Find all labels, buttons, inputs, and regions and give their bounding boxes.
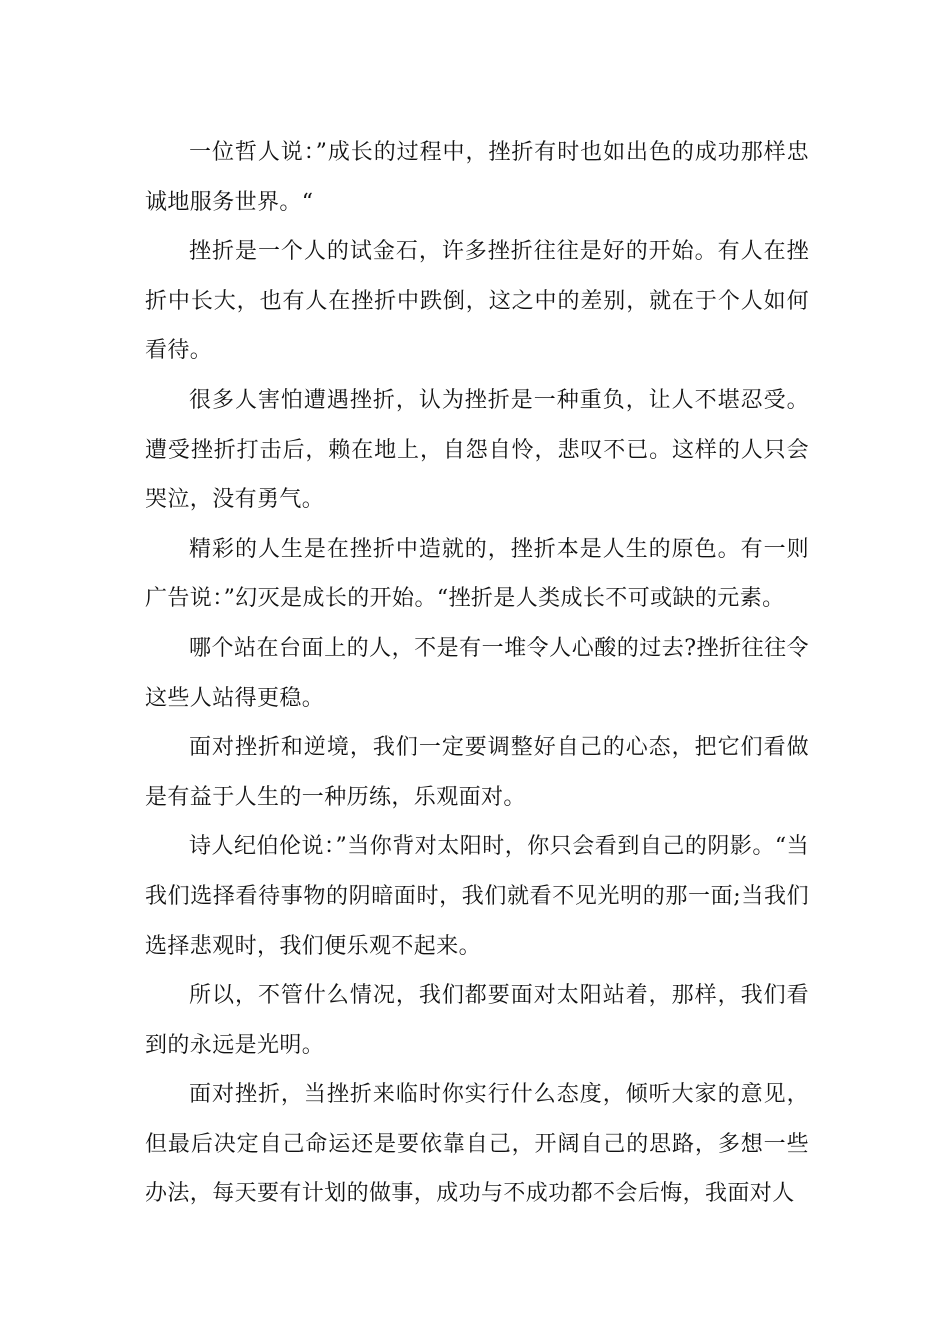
paragraph-4: 精彩的人生是在挫折中造就的，挫折本是人生的原色。有一则广告说：”幻灭是成长的开始。“挫折是人类成长不可或缺的元素。 [145, 536, 809, 612]
paragraph-6: 面对挫折和逆境，我们一定要调整好自己的心态，把它们看做是有益于人生的一种历练，乐观面对。 [145, 735, 809, 810]
paragraph-3: 很多人害怕遭遇挫折，认为挫折是一种重负，让人不堪忍受。遭受挫折打击后，赖在地上，自怨自怜，悲叹不已。这样的人只会哭泣，没有勇气。 [145, 387, 809, 513]
paragraph-5: 哪个站在台面上的人，不是有一堆令人心酸的过去?挫折往往令这些人站得更稳。 [145, 635, 809, 711]
document-body [145, 128, 809, 1219]
paragraph-7: 诗人纪伯伦说：”当你背对太阳时，你只会看到自己的阴影。“当我们选择看待事物的阴暗面时，我们就看不见光明的那一面;当我们选择悲观时，我们便乐观不起来。 [145, 834, 809, 959]
paragraph-1: 一位哲人说：”成长的过程中，挫折有时也如出色的成功那样忠诚地服务世界。“ [145, 140, 809, 215]
paragraph-9: 面对挫折，当挫折来临时你实行什么态度，倾听大家的意见，但最后决定自己命运还是要依靠自己，开阔自己的思路，多想一些办法，每天要有计划的做事，成功与不成功都不会后悔，我面对人 [145, 1082, 809, 1207]
paragraph-2: 挫折是一个人的试金石，许多挫折往往是好的开始。有人在挫折中长大，也有人在挫折中跌倒，这之中的差别，就在于个人如何看待。 [145, 239, 809, 364]
paragraph-8: 所以，不管什么情况，我们都要面对太阳站着，那样，我们看到的永远是光明。 [145, 983, 809, 1058]
